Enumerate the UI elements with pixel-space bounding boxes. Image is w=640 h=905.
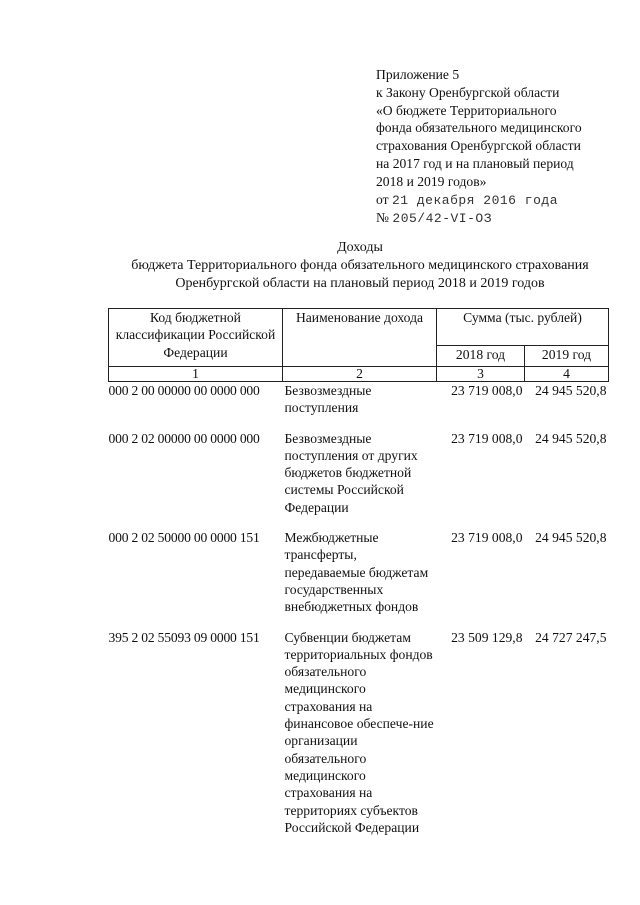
header-code [109, 309, 283, 367]
row-2018: 23 719 008,0 [451, 383, 523, 398]
appendix-line: к Закону Оренбургской области [376, 84, 560, 100]
appendix-header [376, 66, 626, 228]
row-2018: 23 509 129,8 [451, 629, 523, 645]
header-sum-text: Сумма (тыс. рублей) [463, 310, 582, 325]
date-prefix: от [376, 191, 389, 207]
row-2019: 24 945 520,8 [535, 383, 607, 398]
title-line-1: Доходы [337, 240, 383, 255]
income-table [108, 308, 609, 849]
appendix-line: «О бюджете Территориального [376, 102, 557, 118]
column-number: 1 [109, 367, 283, 382]
row-name: Безвозмездные поступления [284, 383, 372, 416]
appendix-line: фонда обязательного медицинского [376, 120, 582, 136]
appendix-line: страхования Оренбургской области [376, 138, 581, 154]
row-name: Субвенции бюджетам территориальных фондов обязательного медицинского страхования на финансовое обеспече-ние организации обязательного медицинского страхования на территориях субъектов Российской Федерации [284, 629, 434, 835]
header-2019 [525, 346, 609, 367]
header-name [283, 309, 437, 367]
row-2019: 24 945 520,8 [535, 430, 607, 446]
row-code: 000 2 02 00000 00 0000 000 [108, 430, 260, 446]
row-code: 000 2 00 00000 00 0000 000 [108, 383, 260, 398]
appendix-line: на 2017 год и на плановый период [376, 155, 574, 171]
law-number-line [376, 209, 626, 228]
header-name-text: Наименование дохода [295, 310, 424, 325]
law-number-stamp: 205/42-VI-ОЗ [392, 211, 493, 227]
row-name: Межбюджетные трансферты, передаваемые бюджетам государственных внебюджетных фондов [284, 530, 429, 615]
appendix-line: Приложение 5 [376, 67, 460, 82]
row-2019: 24 945 520,8 [535, 530, 607, 546]
number-prefix: № [376, 210, 389, 226]
row-code: 395 2 02 55093 09 0000 151 [108, 629, 260, 645]
table-row [109, 382, 609, 430]
header-code-text: Код бюджетной классификации Российской Федерации [115, 310, 276, 360]
row-2019: 24 727 247,5 [535, 629, 607, 645]
document-title [100, 239, 620, 293]
appendix-line: 2018 и 2019 годов» [376, 173, 487, 189]
table-row [109, 529, 609, 628]
row-2018: 23 719 008,0 [451, 430, 523, 446]
column-number: 2 [283, 367, 437, 382]
law-date-stamp: 21 декабря 2016 года [391, 192, 558, 208]
header-2019-text: 2019 год [541, 347, 592, 362]
header-sum [437, 309, 609, 346]
title-line-2: бюджета Территориального фонда обязательного медицинского страхования [131, 258, 589, 273]
row-code: 000 2 02 50000 00 0000 151 [108, 530, 260, 546]
header-2018-text: 2018 год [455, 347, 506, 362]
table-row [109, 629, 609, 850]
row-2018: 23 719 008,0 [451, 530, 523, 546]
table-row [109, 430, 609, 529]
column-number: 3 [437, 367, 525, 382]
header-2018 [437, 346, 525, 367]
row-name: Безвозмездные поступления от других бюджетов бюджетной системы Российской Федерации [284, 430, 418, 515]
column-number: 4 [525, 367, 609, 382]
law-date-line [376, 191, 626, 210]
title-line-3: Оренбургской области на плановый период 2018 и 2019 годов [175, 276, 545, 291]
